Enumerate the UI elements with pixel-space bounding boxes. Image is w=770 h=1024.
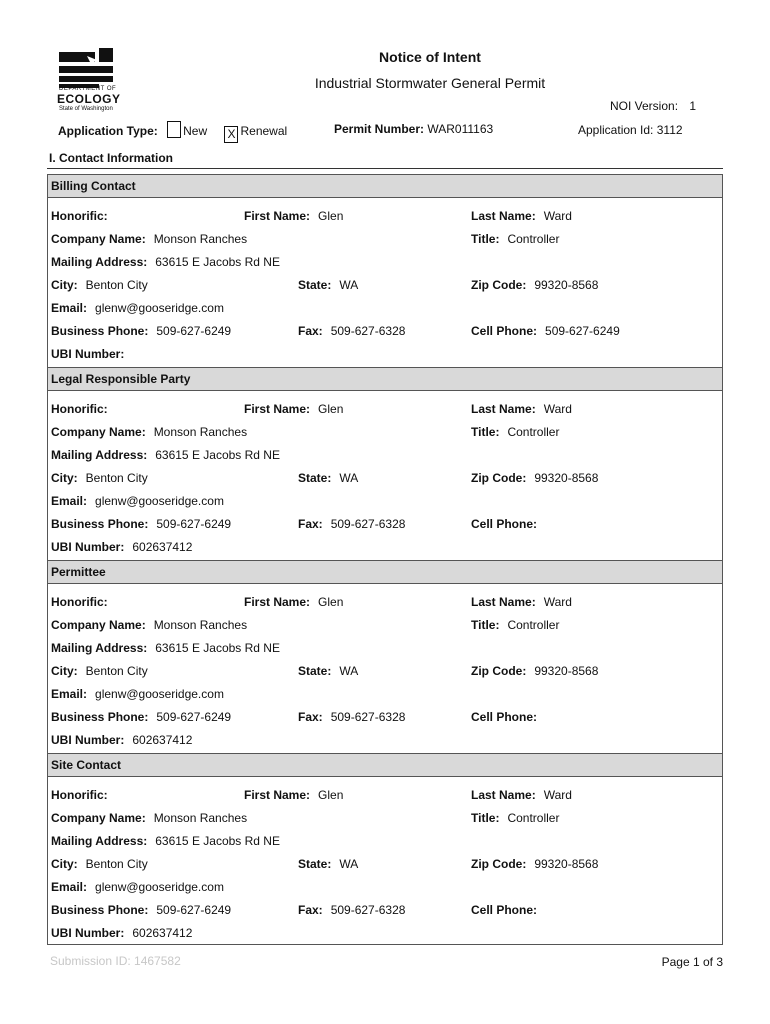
contact-field-row: [48, 517, 722, 535]
first-name-label: First Name:: [244, 788, 311, 802]
state-label: State:: [298, 471, 332, 485]
fax-value: 509-627-6328: [330, 903, 406, 917]
zip-code-value: 99320-8568: [534, 471, 599, 485]
ubi-number-label: UBI Number:: [51, 926, 125, 940]
title-value: Controller: [507, 618, 560, 632]
fax-field: [298, 903, 405, 917]
first-name-value: Glen: [318, 788, 344, 802]
noi-version: [610, 99, 696, 113]
cell-phone-label: Cell Phone:: [471, 517, 538, 531]
city-field: [51, 278, 148, 292]
contact-field-row: [48, 834, 722, 852]
title-label: Title:: [471, 232, 500, 246]
city-field: [51, 471, 148, 485]
email-label: Email:: [51, 301, 88, 315]
fax-field: [298, 324, 405, 338]
contact-block-heading: Billing Contact: [48, 175, 722, 198]
state-value: WA: [339, 278, 359, 292]
first-name-field: [244, 402, 343, 416]
title-field: [471, 232, 559, 246]
zip-code-value: 99320-8568: [534, 857, 599, 871]
last-name-field: [471, 788, 572, 802]
permit-number-value: WAR011163: [427, 122, 494, 136]
email-field: [51, 880, 224, 894]
company-name-value: Monson Ranches: [153, 811, 248, 825]
city-field: [51, 857, 148, 871]
fax-value: 509-627-6328: [330, 517, 406, 531]
contact-field-row: [48, 425, 722, 443]
title-value: Controller: [507, 425, 560, 439]
company-name-field: [51, 425, 247, 439]
mailing-address-label: Mailing Address:: [51, 448, 148, 462]
logo-line-2: ECOLOGY: [57, 92, 121, 106]
noi-version-label: NOI Version:: [610, 99, 679, 113]
contact-field-row: [48, 232, 722, 250]
contact-field-row: [48, 347, 722, 365]
logo-line-1: DEPARTMENT OF: [59, 86, 117, 92]
first-name-field: [244, 209, 343, 223]
business-phone-field: [51, 710, 231, 724]
application-id-label: Application Id:: [578, 123, 654, 137]
contact-field-row: [48, 664, 722, 682]
contact-field-row: [48, 494, 722, 512]
company-name-label: Company Name:: [51, 232, 146, 246]
fax-label: Fax:: [298, 710, 323, 724]
zip-code-label: Zip Code:: [471, 471, 527, 485]
cell-phone-field: [471, 517, 545, 531]
company-name-value: Monson Ranches: [153, 618, 248, 632]
first-name-label: First Name:: [244, 595, 311, 609]
mailing-address-field: [51, 255, 280, 269]
fax-value: 509-627-6328: [330, 324, 406, 338]
last-name-value: Ward: [543, 595, 572, 609]
city-value: Benton City: [85, 471, 148, 485]
zip-code-label: Zip Code:: [471, 278, 527, 292]
honorific-field: [51, 595, 116, 609]
company-name-value: Monson Ranches: [153, 232, 248, 246]
company-name-label: Company Name:: [51, 618, 146, 632]
ubi-number-field: [51, 926, 192, 940]
zip-code-field: [471, 664, 598, 678]
business-phone-label: Business Phone:: [51, 324, 149, 338]
state-field: [298, 664, 358, 678]
contact-field-row: [48, 710, 722, 728]
last-name-field: [471, 595, 572, 609]
company-name-label: Company Name:: [51, 811, 146, 825]
new-option-label: New: [183, 124, 208, 138]
cell-phone-value: 509-627-6249: [545, 324, 620, 338]
contact-block: [47, 174, 723, 369]
title-label: Title:: [471, 811, 500, 825]
zip-code-value: 99320-8568: [534, 278, 599, 292]
contact-field-row: [48, 811, 722, 829]
zip-code-label: Zip Code:: [471, 664, 527, 678]
mailing-address-field: [51, 448, 280, 462]
title-label: Title:: [471, 425, 500, 439]
state-field: [298, 471, 358, 485]
contact-block: [47, 753, 723, 945]
state-label: State:: [298, 857, 332, 871]
section-divider: [47, 168, 723, 169]
honorific-label: Honorific:: [51, 402, 108, 416]
contact-field-row: [48, 903, 722, 921]
business-phone-value: 509-627-6249: [156, 710, 232, 724]
ubi-number-field: [51, 347, 132, 361]
cell-phone-label: Cell Phone:: [471, 324, 538, 338]
zip-code-field: [471, 471, 598, 485]
ubi-number-field: [51, 733, 192, 747]
state-field: [298, 857, 358, 871]
document-subtitle: Industrial Stormwater General Permit: [314, 75, 546, 91]
honorific-label: Honorific:: [51, 209, 108, 223]
first-name-value: Glen: [318, 209, 344, 223]
contact-field-row: [48, 255, 722, 273]
first-name-label: First Name:: [244, 209, 311, 223]
title-value: Controller: [507, 811, 560, 825]
city-label: City:: [51, 664, 78, 678]
contact-block-heading: Site Contact: [48, 754, 722, 777]
contact-field-row: [48, 448, 722, 466]
application-type: [58, 121, 287, 143]
state-label: State:: [298, 664, 332, 678]
city-label: City:: [51, 278, 78, 292]
company-name-field: [51, 232, 247, 246]
contact-field-row: [48, 641, 722, 659]
fax-label: Fax:: [298, 517, 323, 531]
honorific-label: Honorific:: [51, 788, 108, 802]
email-label: Email:: [51, 494, 88, 508]
contact-field-row: [48, 540, 722, 558]
mailing-address-field: [51, 641, 280, 655]
state-label: State:: [298, 278, 332, 292]
email-label: Email:: [51, 687, 88, 701]
state-value: WA: [339, 664, 359, 678]
first-name-value: Glen: [318, 402, 344, 416]
application-id: [578, 123, 683, 137]
ubi-number-label: UBI Number:: [51, 347, 125, 361]
title-label: Title:: [471, 618, 500, 632]
business-phone-value: 509-627-6249: [156, 517, 232, 531]
cell-phone-label: Cell Phone:: [471, 710, 538, 724]
contact-field-row: [48, 402, 722, 420]
state-value: WA: [339, 857, 359, 871]
contact-field-row: [48, 857, 722, 875]
zip-code-value: 99320-8568: [534, 664, 599, 678]
mailing-address-value: 63615 E Jacobs Rd NE: [155, 641, 280, 655]
zip-code-label: Zip Code:: [471, 857, 527, 871]
ubi-number-field: [51, 540, 192, 554]
first-name-field: [244, 595, 343, 609]
honorific-field: [51, 402, 116, 416]
fax-value: 509-627-6328: [330, 710, 406, 724]
contact-block-heading: Legal Responsible Party: [48, 368, 722, 391]
business-phone-field: [51, 903, 231, 917]
city-value: Benton City: [85, 857, 148, 871]
contact-field-row: [48, 471, 722, 489]
last-name-label: Last Name:: [471, 788, 536, 802]
city-field: [51, 664, 148, 678]
last-name-label: Last Name:: [471, 402, 536, 416]
company-name-label: Company Name:: [51, 425, 146, 439]
cell-phone-label: Cell Phone:: [471, 903, 538, 917]
email-value: glenw@gooseridge.com: [95, 687, 224, 701]
ubi-number-label: UBI Number:: [51, 540, 125, 554]
renewal-option-label: Renewal: [240, 124, 288, 138]
last-name-label: Last Name:: [471, 209, 536, 223]
mailing-address-value: 63615 E Jacobs Rd NE: [155, 255, 280, 269]
state-value: WA: [339, 471, 359, 485]
mailing-address-value: 63615 E Jacobs Rd NE: [155, 834, 280, 848]
city-value: Benton City: [85, 664, 148, 678]
email-value: glenw@gooseridge.com: [95, 880, 224, 894]
first-name-label: First Name:: [244, 402, 311, 416]
ubi-number-value: 602637412: [132, 926, 193, 940]
title-field: [471, 618, 559, 632]
application-type-label: Application Type:: [58, 124, 158, 138]
contact-field-row: [48, 687, 722, 705]
title-value: Controller: [507, 232, 560, 246]
contact-field-row: [48, 209, 722, 227]
mailing-address-value: 63615 E Jacobs Rd NE: [155, 448, 280, 462]
cell-phone-field: [471, 324, 620, 338]
business-phone-field: [51, 517, 231, 531]
title-field: [471, 425, 559, 439]
last-name-label: Last Name:: [471, 595, 536, 609]
ubi-number-value: 602637412: [132, 540, 193, 554]
permit-number-label: Permit Number:: [334, 122, 425, 136]
submission-id: Submission ID: 1467582: [50, 954, 181, 968]
mailing-address-field: [51, 834, 280, 848]
last-name-field: [471, 402, 572, 416]
first-name-field: [244, 788, 343, 802]
cell-phone-field: [471, 903, 545, 917]
last-name-value: Ward: [543, 209, 572, 223]
contact-field-row: [48, 618, 722, 636]
first-name-value: Glen: [318, 595, 344, 609]
state-field: [298, 278, 358, 292]
contact-field-row: [48, 595, 722, 613]
city-label: City:: [51, 471, 78, 485]
company-name-field: [51, 618, 247, 632]
email-field: [51, 301, 224, 315]
honorific-field: [51, 788, 116, 802]
contact-field-row: [48, 880, 722, 898]
business-phone-label: Business Phone:: [51, 517, 149, 531]
email-field: [51, 494, 224, 508]
honorific-field: [51, 209, 116, 223]
ubi-number-label: UBI Number:: [51, 733, 125, 747]
last-name-field: [471, 209, 572, 223]
contact-field-row: [48, 733, 722, 751]
zip-code-field: [471, 278, 598, 292]
city-label: City:: [51, 857, 78, 871]
email-value: glenw@gooseridge.com: [95, 301, 224, 315]
contact-block: [47, 367, 723, 562]
business-phone-field: [51, 324, 231, 338]
email-value: glenw@gooseridge.com: [95, 494, 224, 508]
contact-field-row: [48, 788, 722, 806]
contact-field-row: [48, 278, 722, 296]
company-name-field: [51, 811, 247, 825]
fax-label: Fax:: [298, 903, 323, 917]
page-number: Page 1 of 3: [661, 955, 723, 969]
noi-version-value: 1: [689, 99, 697, 113]
business-phone-value: 509-627-6249: [156, 903, 232, 917]
contact-block-heading: Permittee: [48, 561, 722, 584]
logo-line-3: State of Washington: [59, 106, 113, 112]
fax-field: [298, 710, 405, 724]
email-field: [51, 687, 224, 701]
business-phone-label: Business Phone:: [51, 710, 149, 724]
mailing-address-label: Mailing Address:: [51, 641, 148, 655]
cell-phone-field: [471, 710, 545, 724]
fax-field: [298, 517, 405, 531]
contact-field-row: [48, 301, 722, 319]
fax-label: Fax:: [298, 324, 323, 338]
document-title: Notice of Intent: [379, 49, 481, 65]
section-title: I. Contact Information: [49, 151, 173, 165]
title-field: [471, 811, 559, 825]
permit-number: [334, 122, 493, 136]
application-id-value: 3112: [656, 123, 683, 137]
contact-field-row: [48, 324, 722, 342]
last-name-value: Ward: [543, 788, 572, 802]
contact-block: [47, 560, 723, 755]
ubi-number-value: 602637412: [132, 733, 193, 747]
mailing-address-label: Mailing Address:: [51, 255, 148, 269]
new-checkbox[interactable]: [167, 121, 181, 138]
zip-code-field: [471, 857, 598, 871]
business-phone-value: 509-627-6249: [156, 324, 232, 338]
company-name-value: Monson Ranches: [153, 425, 248, 439]
mailing-address-label: Mailing Address:: [51, 834, 148, 848]
honorific-label: Honorific:: [51, 595, 108, 609]
business-phone-label: Business Phone:: [51, 903, 149, 917]
renewal-checkbox[interactable]: X: [224, 126, 238, 143]
email-label: Email:: [51, 880, 88, 894]
city-value: Benton City: [85, 278, 148, 292]
contact-field-row: [48, 926, 722, 944]
last-name-value: Ward: [543, 402, 572, 416]
